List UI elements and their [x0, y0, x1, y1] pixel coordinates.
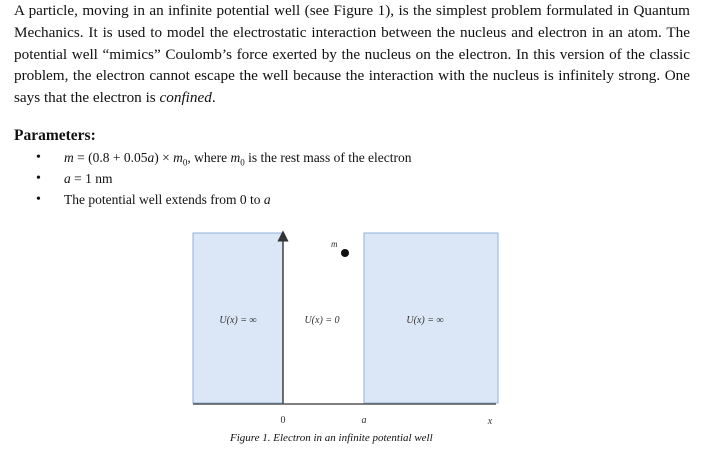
- mass-symbol: m: [64, 150, 74, 165]
- rest-mass-symbol: m: [173, 150, 183, 165]
- width-var: a: [64, 171, 71, 186]
- intro-text-end: .: [211, 89, 216, 107]
- particle-label: m: [331, 239, 338, 249]
- mass-eq-open: = (0.8 + 0.05: [73, 150, 148, 165]
- rest-mass-subscript-2: 0: [240, 157, 245, 168]
- rest-mass-subscript: 0: [182, 157, 188, 168]
- axis-x-label: x: [487, 416, 493, 427]
- mass-mid: , where: [187, 150, 231, 165]
- extent-var: a: [263, 192, 271, 207]
- intro-emphasis: confined: [159, 89, 212, 107]
- rest-mass-symbol-2: m: [230, 150, 241, 165]
- mass-a-var: a: [147, 150, 155, 165]
- extent-text: The potential well extends from 0 to: [64, 192, 264, 207]
- intro-text: A particle, moving in an infinite potential well (see Figure 1), is the simplest problem formulated in Quantum Mechanics. It is used to model the electrostatic interaction between the nucleus and electron in an atom. The potential well “mimics” Coulomb’s force exerted by the nucleus on the electron. In this version of the classic problem, the electron cannot escape the well because the interaction with the nucleus is infinitely strong. One says that the electron is: [14, 2, 690, 107]
- axis-a-label: a: [361, 415, 367, 426]
- figure-caption: Figure 1. Electron in an infinite potential well: [230, 432, 433, 444]
- left-potential-label: U(x) = ∞: [219, 315, 257, 326]
- middle-potential-label: U(x) = 0: [304, 315, 340, 326]
- right-potential-label: U(x) = ∞: [406, 315, 444, 326]
- width-value: = 1 nm: [70, 171, 113, 186]
- parameters-heading: Parameters:: [14, 127, 96, 144]
- particle-dot: [341, 249, 349, 257]
- axis-origin-label: 0: [280, 415, 286, 426]
- mass-tail: is the rest mass of the electron: [244, 150, 412, 165]
- mass-eq-close: ) ×: [154, 150, 174, 165]
